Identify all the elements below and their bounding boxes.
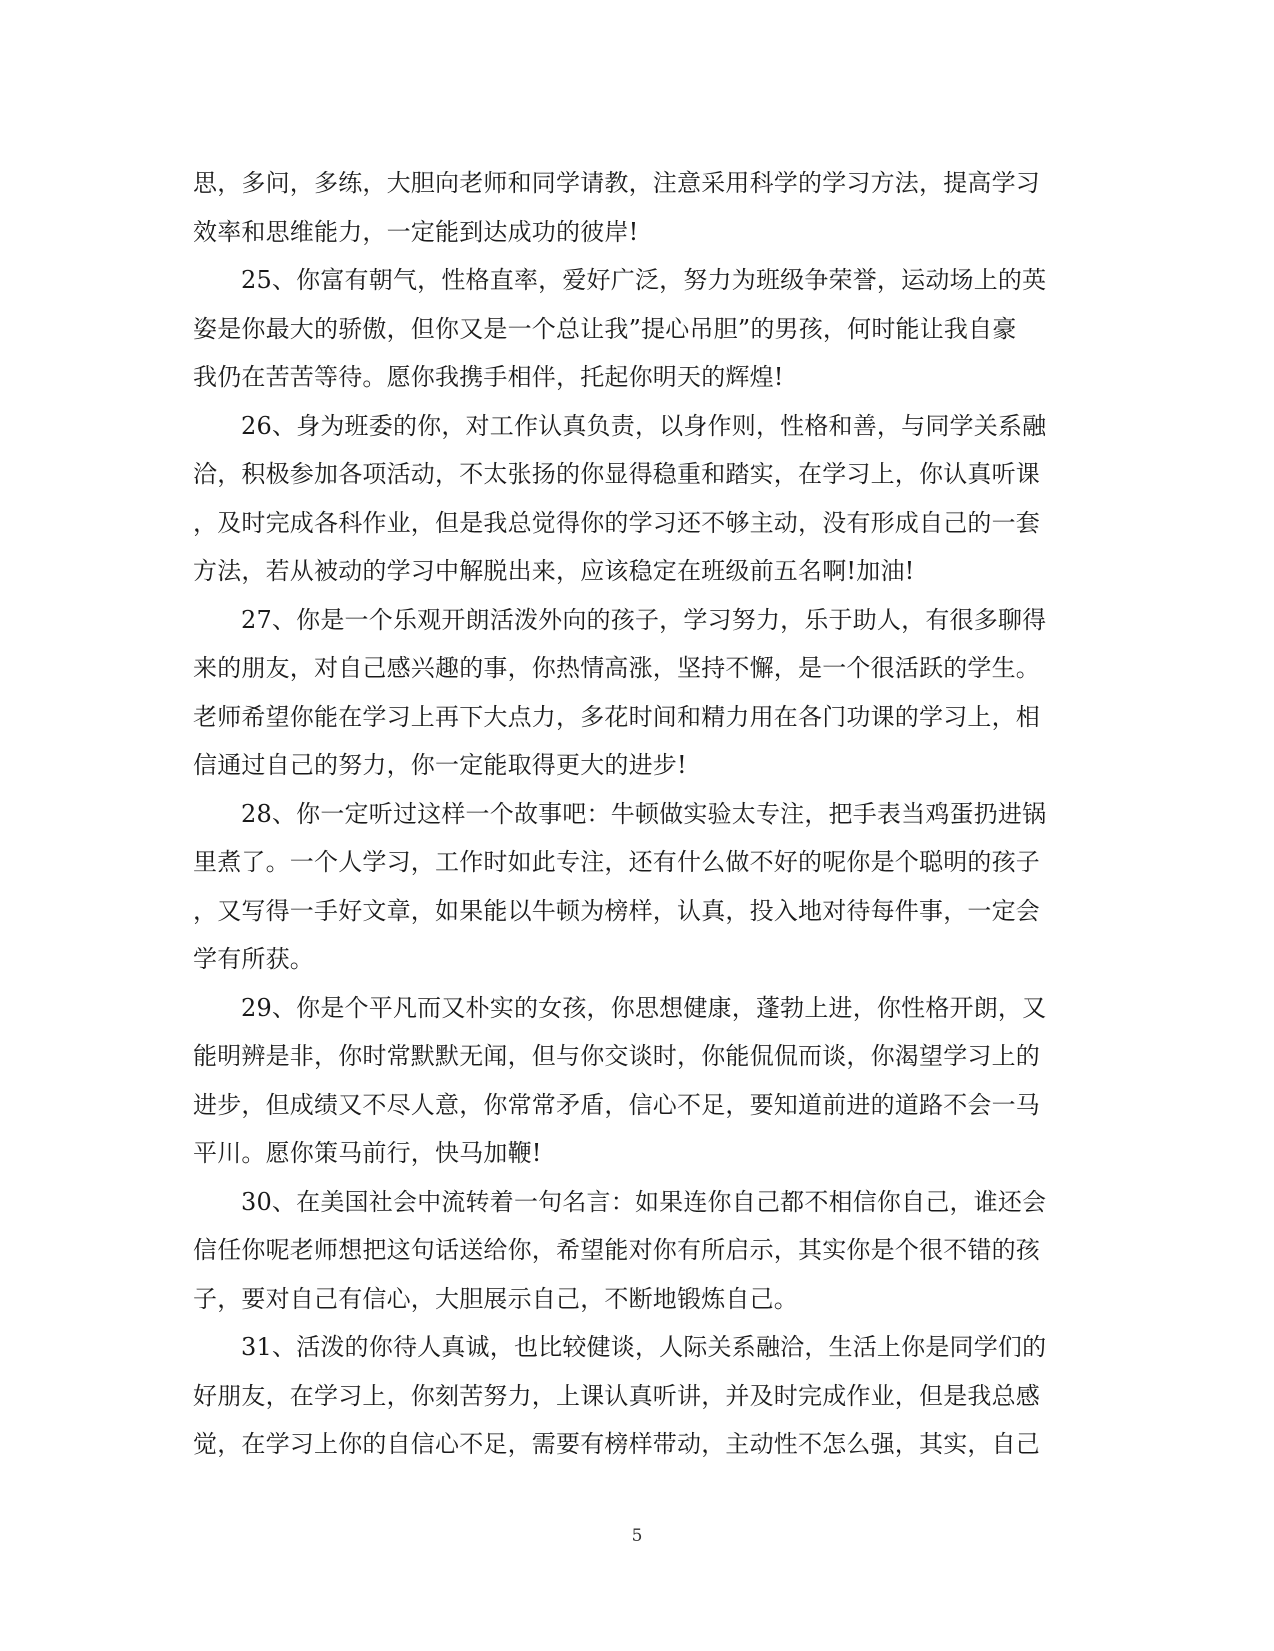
text-line: 思，多问，多练，大胆向老师和同学请教，注意采用科学的学习方法，提高学习 [193,169,1040,197]
text-line: 进步，但成绩又不尽人意，你常常矛盾，信心不足，要知道前进的道路不会一马 [193,1090,1040,1119]
text-line: 31、活泼的你待人真诚，也比较健谈，人际关系融洽，生活上你是同学们的 [241,1333,1047,1361]
body-text [193,159,1073,1469]
text-line: 好朋友，在学习上，你刻苦努力，上课认真听讲，并及时完成作业，但是我总感 [193,1381,1040,1410]
text-line: 来的朋友，对自己感兴趣的事，你热情高涨，坚持不懈，是一个很活跃的学生。 [193,654,1040,682]
text-line: 洽，积极参加各项活动，不太张扬的你显得稳重和踏实，在学习上，你认真听课 [193,460,1040,488]
text-line: 信任你呢老师想把这句话送给你，希望能对你有所启示，其实你是个很不错的孩 [193,1236,1040,1264]
text-line: 学有所获。 [193,945,314,973]
text-line: 30、在美国社会中流转着一句名言：如果连你自己都不相信你自己，谁还会 [241,1187,1047,1216]
text-line: 28、你一定听过这样一个故事吧：牛顿做实验太专注，把手表当鸡蛋扔进锅 [241,799,1047,828]
text-line: 子，要对自己有信心，大胆展示自己，不断地锻炼自己。 [193,1284,798,1313]
text-line: 我仍在苦苦等待。愿你我携手相伴，托起你明天的辉煌! [193,363,784,391]
text-line: 25、你富有朝气，性格直率，爱好广泛，努力为班级争荣誉，运动场上的英 [241,266,1047,294]
text-line: ，及时完成各科作业，但是我总觉得你的学习还不够主动，没有形成自己的一套 [193,508,1040,537]
text-line: 老师希望你能在学习上再下大点力，多花时间和精力用在各门功课的学习上，相 [193,702,1040,731]
text-line: 平川。愿你策马前行，快马加鞭! [193,1139,542,1167]
text-line: 效率和思维能力，一定能到达成功的彼岸! [193,217,639,246]
text-line: ，又写得一手好文章，如果能以牛顿为榜样，认真，投入地对待每件事，一定会 [193,896,1040,925]
text-line: 26、身为班委的你，对工作认真负责，以身作则，性格和善，与同学关系融 [241,411,1047,440]
text-line: 信通过自己的努力，你一定能取得更大的进步! [193,751,687,779]
text-line: 29、你是个平凡而又朴实的女孩，你思想健康，蓬勃上进，你性格开朗，又 [241,993,1047,1022]
page-number: 5 [631,1526,643,1546]
text-line: 里煮了。一个人学习，工作时如此专注，还有什么做不好的呢你是个聪明的孩子 [193,848,1040,876]
text-line: 觉，在学习上你的自信心不足，需要有榜样带动，主动性不怎么强，其实，自己 [193,1430,1040,1458]
text-line: 方法，若从被动的学习中解脱出来，应该稳定在班级前五名啊!加油! [193,557,915,585]
text-line: 姿是你最大的骄傲，但你又是一个总让我”提心吊胆”的男孩，何时能让我自豪 [193,314,1017,343]
text-line: 能明辨是非，你时常默默无闻，但与你交谈时，你能侃侃而谈，你渴望学习上的 [193,1042,1040,1070]
text-line: 27、你是一个乐观开朗活泼外向的孩子，学习努力，乐于助人，有很多聊得 [241,605,1047,634]
